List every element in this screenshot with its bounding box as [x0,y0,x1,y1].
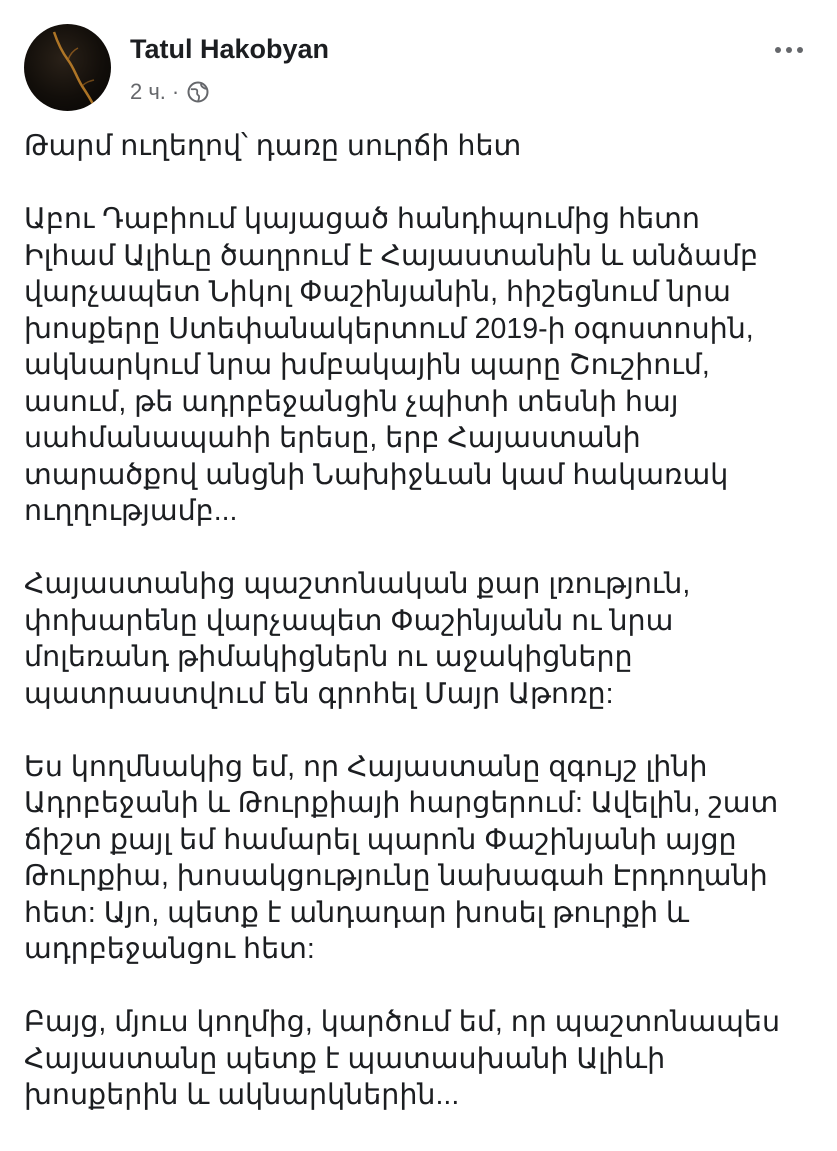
post-paragraph: Աբու Դաբիում կայացած հանդիպումից հետո Իլհամ Ալիևը ծաղրում է Հայաստանին և անձամբ վարչապետ Նիկոլ Փաշինյանին, հիշեցնում նրա խոսքերը Ստեփանակերտում 2019-ի օգոստոսին, ակնարկում նրա խմբակային պարը Շուշիում, ասում, թե ադրբեջանցին չպիտի տեսնի հայ սահմանապահի երեսը, երբ Հայաստանի տարածքով անցնի Նախիջևան կամ հակառակ ուղղությամբ... [24,203,759,527]
post-time[interactable]: 2 ч. [130,79,166,104]
post-paragraph-title: Թարմ ուղեղով՝ դառը սուրճի հետ [24,130,522,162]
author-name[interactable]: Tatul Hakobyan [130,34,330,64]
avatar-image [24,24,111,111]
post-header [24,24,813,114]
more-dot [786,47,792,53]
post-paragraph: Ես կողմնակից եմ, որ Հայաստանը զգույշ լինի Ադրբեջանի և Թուրքիայի հարցերում: Ավելին, շատ ճիշտ քայլ եմ համարել պարոն Փաշինյանի այցը Թուրքիա, խոսակցությունը նախագահ Էրդողանի հետ: Այո, պետք է անդադար խոսել թուրքի և ադրբեջանցու հետ: [24,750,779,965]
more-dot [797,47,803,53]
post-body [24,128,814,1150]
more-dot [775,47,781,53]
globe-icon[interactable] [187,81,209,103]
meta-separator: · [171,79,180,104]
post-meta [130,78,209,106]
more-options-icon[interactable] [769,38,809,62]
post-paragraph: Բայց, մյուս կողմից, կարծում եմ, որ պաշտոնապես Հայաստանը պետք է պատասխանի Ալիևի խոսքերին և ակնարկներին... [24,1006,781,1111]
post-paragraph: Հայաստանից պաշտոնական քար լռություն, փոխարենը վարչապետ Փաշինյանն ու նրա մոլեռանդ թիմակիցներն ու աջակիցները պատրաստվում են գրոհել Մայր Աթոռը: [24,568,691,710]
avatar[interactable] [24,24,111,111]
